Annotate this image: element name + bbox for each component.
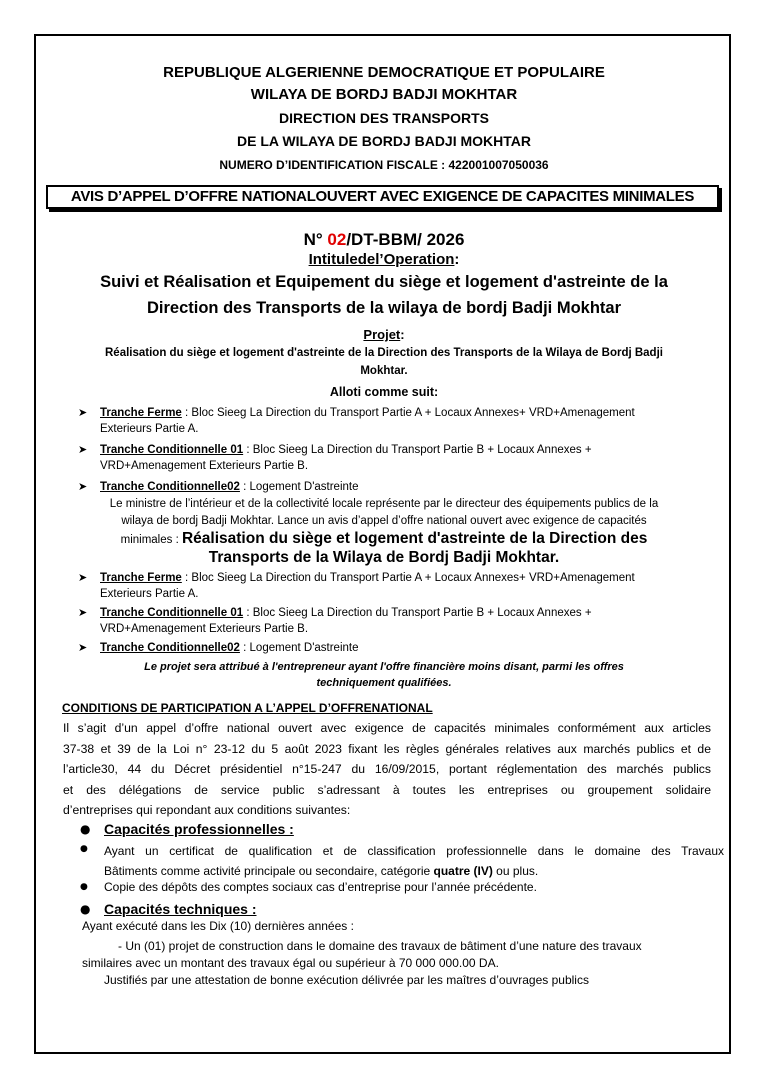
tranche-desc-cont: Exterieurs Partie A. [100,588,199,600]
tranche-desc-cont: Exterieurs Partie A. [100,423,199,435]
conditions-line: et des délégations de service public s’adressant à toutes les entreprises ou groupement solidaire [63,782,711,797]
projet-colon: : [400,327,405,342]
tranche-desc-cont: VRD+Amenagement Exterieurs Partie B. [100,623,309,635]
avis-number-suffix: /DT-BBM/ 2026 [346,230,465,249]
tranche-desc: : Logement D'astreinte [239,481,359,493]
capacites-pro-line: Bâtiments comme activité principale ou secondaire, catégorie [104,864,434,878]
projet-line1: Réalisation du siège et logement d'astreinte de la Direction des Transports de la Wilaya de Bordj Badji [105,347,663,359]
intitule-label: Intituledel’Operation [308,251,455,268]
tranche-desc-cont: VRD+Amenagement Exterieurs Partie B. [100,460,309,472]
arrow-bullet-icon: ➤ [78,572,88,584]
intro-project-title-cont: Transports de la Wilaya de Bordj Badji Mokhtar. [208,549,560,566]
conditions-line: Il s’agit d’un appel d’offre national ouvert avec exigence de capacités minimales conformément aux articles [63,721,711,735]
arrow-bullet-icon: ➤ [78,607,88,619]
header-direction-wilaya: DE LA WILAYA DE BORDJ BADJI MOKHTAR [236,133,532,149]
avis-number-value: 02 [327,230,347,249]
conditions-line: l’article30, 44 du Décret présidentiel n°15-247 du 16/09/2015, portant réglementation des marchés publics [63,762,711,776]
attribution-line2: techniquement qualifiées. [316,677,452,689]
attribution-line1: Le projet sera attribué à l'entrepreneur ayant l'offre financière moins disant, parmi les offres [144,661,624,673]
intitule-colon: : [454,251,460,268]
capacites-tech-line: - Un (01) projet de construction dans le domaine des travaux de bâtiment d’une nature des travaux [118,939,642,953]
tranche-name: Tranche Conditionnelle02 [100,642,240,654]
intitule-label-line [40,251,728,268]
header-republic: REPUBLIQUE ALGERIENNE DEMOCRATIQUE ET POPULAIRE [163,64,605,81]
capacites-pro-line: Ayant un certificat de qualification et de classification professionnelle dans le domaine des Travaux [104,844,724,858]
arrow-bullet-icon: ➤ [78,407,88,419]
intro-line2: wilaya de bordj Badji Mokhtar. Lance un avis d’appel d’offre national ouvert avec exigence de capacités [121,515,647,527]
tranche-desc: : Logement D'astreinte [239,642,359,654]
capacites-pro-category: quatre (IV) [433,864,493,878]
intro-line3 [40,529,728,550]
capacites-pro-line: Copie des dépôts des comptes sociaux cas d’entreprise pour l’année précédente. [104,880,537,894]
avis-number-prefix: N° [303,230,328,249]
tranche-name: Tranche Conditionnelle02 [100,481,240,493]
capacites-pro-title: Capacités professionnelles : [104,821,294,837]
tranche-desc: : Bloc Sieeg La Direction du Transport Partie A + Locaux Annexes+ VRD+Amenagement [181,572,635,584]
dot-bullet-icon: ● [80,844,88,854]
arrow-bullet-icon: ➤ [78,642,88,654]
dot-bullet-icon: ● [80,822,91,836]
intro-line1: Le ministre de l’intérieur et de la collectivité locale représente par le directeur des équipements publics de la [109,498,659,510]
capacites-tech-line: similaires avec un montant des travaux égal ou supérieur à 70 000 000.00 DA. [82,956,499,970]
intitule-line1: Suivi et Réalisation et Equipement du siège et logement d'astreinte de la [100,273,668,291]
tranche-desc: : Bloc Sieeg La Direction du Transport Partie B + Locaux Annexes + [243,444,592,456]
tranche-name: Tranche Conditionnelle 01 [100,607,244,619]
tranche-desc: : Bloc Sieeg La Direction du Transport Partie A + Locaux Annexes+ VRD+Amenagement [181,407,635,419]
avis-title: AVIS D’APPEL D’OFFRE NATIONALOUVERT AVEC EXIGENCE DE CAPACITES MINIMALES [70,188,695,205]
capacites-pro-line-end: ou plus. [492,864,539,878]
header-nif: NUMERO D’IDENTIFICATION FISCALE : 422001007050036 [219,158,549,172]
header-direction: DIRECTION DES TRANSPORTS [278,110,489,126]
avis-title-box [46,185,719,209]
intitule-line2: Direction des Transports de la wilaya de bordj Badji Mokhtar [146,299,622,317]
projet-label: Projet [363,327,401,342]
arrow-bullet-icon: ➤ [78,481,88,493]
capacites-tech-line: Ayant exécuté dans les Dix (10) dernières années : [82,919,354,933]
projet-label-line [40,327,728,342]
intro-minimales: minimales : [120,534,182,546]
alloti-heading: Alloti comme suit: [329,385,439,399]
dot-bullet-icon: ● [80,902,91,916]
dot-bullet-icon: ● [80,882,88,892]
capacites-tech-line: Justifiés par une attestation de bonne exécution délivrée par les maîtres d’ouvrages publics [104,973,589,987]
intro-project-title: Réalisation du siège et logement d'astreinte de la Direction des [181,530,648,547]
arrow-bullet-icon: ➤ [78,444,88,456]
conditions-paragraph [63,718,711,800]
tranche-name: Tranche Conditionnelle 01 [100,444,244,456]
conditions-title: CONDITIONS DE PARTICIPATION A L’APPEL D’OFFRENATIONAL [62,701,433,715]
conditions-line: 37-38 et 39 de la Loi n° 23-12 du 5 août 2023 fixant les règles générales relatives aux marchés publics et de [63,741,711,756]
tranche-name: Tranche Ferme [100,572,182,584]
tranche-name: Tranche Ferme [100,407,182,419]
projet-line2: Mokhtar. [360,365,408,377]
tranche-desc: : Bloc Sieeg La Direction du Transport Partie B + Locaux Annexes + [243,607,592,619]
header-wilaya: WILAYA DE BORDJ BADJI MOKHTAR [250,86,518,103]
conditions-line-last: d’entreprises qui repondant aux conditions suivantes: [63,803,351,817]
capacites-tech-title: Capacités techniques : [104,901,257,917]
avis-number [0,230,768,250]
